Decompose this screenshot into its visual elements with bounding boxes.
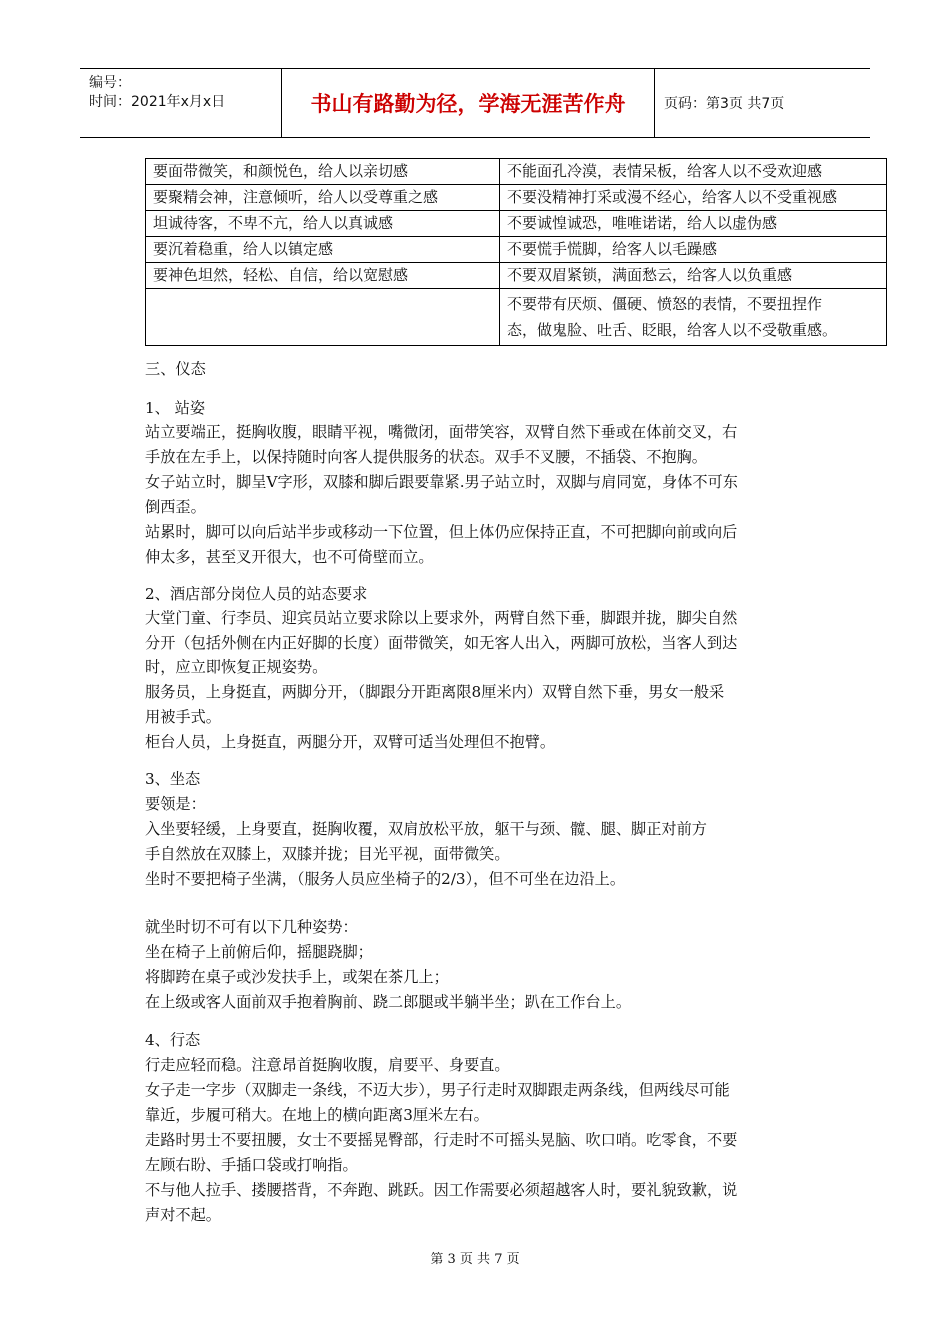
table-row	[146, 159, 887, 185]
text-line: 坐在椅子上前俯后仰，摇腿跷脚；	[145, 943, 373, 961]
text-line: 就坐时切不可有以下几种姿势：	[145, 918, 358, 936]
text-line: 站累时，脚可以向后站半步或移动一下位置，但上体仍应保持正直，不可把脚向前或向后	[145, 523, 738, 541]
text-line: 声对不起。	[145, 1206, 221, 1224]
header-meta-cell	[80, 69, 282, 137]
text-line: 手自然放在双膝上，双膝并拢；目光平视，面带微笑。	[145, 845, 510, 863]
header-motto: 书山有路勤为径，学海无涯苦作舟	[282, 69, 655, 137]
header-page-info: 页码：第3页 共7页	[664, 96, 785, 112]
text-line: 用被手式。	[145, 708, 221, 726]
text-line: 坐时不要把椅子坐满，（服务人员应坐椅子的2/3），但不可坐在边沿上。	[145, 870, 626, 888]
text-line: 2、酒店部分岗位人员的站态要求	[145, 585, 368, 603]
text-line: 4、行态	[145, 1031, 201, 1049]
text-line: 在上级或客人面前双手抱着胸前、跷二郎腿或半躺半坐；趴在工作台上。	[145, 993, 631, 1011]
text-line: 1、 站姿	[145, 399, 206, 417]
text-line: 倒西歪。	[145, 498, 206, 516]
table-row	[146, 237, 887, 263]
text-line: 左顾右盼、手插口袋或打响指。	[145, 1156, 358, 1174]
text-line: 时，应立即恢复正规姿势。	[145, 658, 328, 676]
table-cell-dont: 不要慌手慌脚，给客人以毛躁感	[500, 237, 887, 263]
text-line: 大堂门童、行李员、迎宾员站立要求除以上要求外，两臂自然下垂，脚跟并拢，脚尖自然	[145, 609, 738, 627]
text-line: 伸太多，甚至叉开很大，也不可倚壁而立。	[145, 548, 434, 566]
text-line: 靠近，步履可稍大。在地上的横向距离3厘米左右。	[145, 1106, 489, 1124]
table-cell-line: 态，做鬼脸、吐舌、眨眼，给客人以不受敬重感。	[507, 321, 838, 339]
table-row	[146, 289, 887, 346]
table-cell-dont: 不要没精神打采或漫不经心，给客人以不受重视感	[500, 185, 887, 211]
text-line: 柜台人员，上身挺直，两腿分开，双臂可适当处理但不抱臂。	[145, 733, 556, 751]
text-line: 服务员，上身挺直，两脚分开，（脚跟分开距离限8厘米内）双臂自然下垂，男女一般采	[145, 683, 725, 701]
table-cell-do: 坦诚待客，不卑不亢，给人以真诚感	[146, 211, 500, 237]
text-line: 3、坐态	[145, 770, 201, 788]
text-line: 要领是：	[145, 795, 206, 813]
table-cell-dont: 不要诚惶诚恐，唯唯诺诺，给人以虚伪感	[500, 211, 887, 237]
text-line: 不与他人拉手、搂腰搭背，不奔跑、跳跃。因工作需要必须超越客人时，要礼貌致歉，说	[145, 1181, 738, 1199]
doc-number-label: 编号：	[89, 75, 131, 91]
table-row	[146, 185, 887, 211]
table-cell-dont	[500, 289, 887, 346]
text-line: 手放在左手上，以保持随时向客人提供服务的状态。双手不叉腰，不插袋、不抱胸。	[145, 448, 707, 466]
text-line: 分开（包括外侧在内正好脚的长度）面带微笑，如无客人出入，两脚可放松，当客人到达	[145, 634, 738, 652]
table-cell-do: 要聚精会神，注意倾听，给人以受尊重之感	[146, 185, 500, 211]
page-header	[80, 68, 870, 138]
text-line: 女子站立时，脚呈V字形，双膝和脚后跟要靠紧.男子站立时，双脚与肩同宽，身体不可东	[145, 473, 738, 491]
text-line: 走路时男士不要扭腰，女士不要摇晃臀部，行走时不可摇头晃脑、吹口哨。吃零食，不要	[145, 1131, 738, 1149]
expression-table	[145, 158, 887, 346]
table-cell-do	[146, 289, 500, 346]
table-row	[146, 211, 887, 237]
table-cell-do: 要神色坦然，轻松、自信，给以宽慰感	[146, 263, 500, 289]
table-cell-do: 要沉着稳重，给人以镇定感	[146, 237, 500, 263]
text-line: 将脚跨在桌子或沙发扶手上，或架在茶几上；	[145, 968, 449, 986]
page-footer: 第 3 页 共 7 页	[430, 1252, 520, 1267]
text-line: 女子走一字步（双脚走一条线，不迈大步），男子行走时双脚跟走两条线，但两线尽可能	[145, 1081, 730, 1099]
table-cell-do: 要面带微笑，和颜悦色，给人以亲切感	[146, 159, 500, 185]
text-line: 行走应轻而稳。注意昂首挺胸收腹，肩要平、身要直。	[145, 1056, 510, 1074]
table-row	[146, 263, 887, 289]
table-cell-line: 不要带有厌烦、僵硬、愤怒的表情，不要扭捏作	[507, 295, 823, 313]
section-title: 三、仪态	[145, 360, 206, 378]
text-line: 入坐要轻缓，上身要直，挺胸收覆，双肩放松平放，躯干与颈、髋、腿、脚正对前方	[145, 820, 707, 838]
text-line: 站立要端正，挺胸收腹，眼睛平视，嘴微闭，面带笑容，双臂自然下垂或在体前交叉，右	[145, 423, 738, 441]
date-text: 时间：2021年x月x日	[89, 94, 226, 110]
table-cell-dont: 不能面孔冷漠，表情呆板，给客人以不受欢迎感	[500, 159, 887, 185]
table-cell-dont: 不要双眉紧锁，满面愁云，给客人以负重感	[500, 263, 887, 289]
